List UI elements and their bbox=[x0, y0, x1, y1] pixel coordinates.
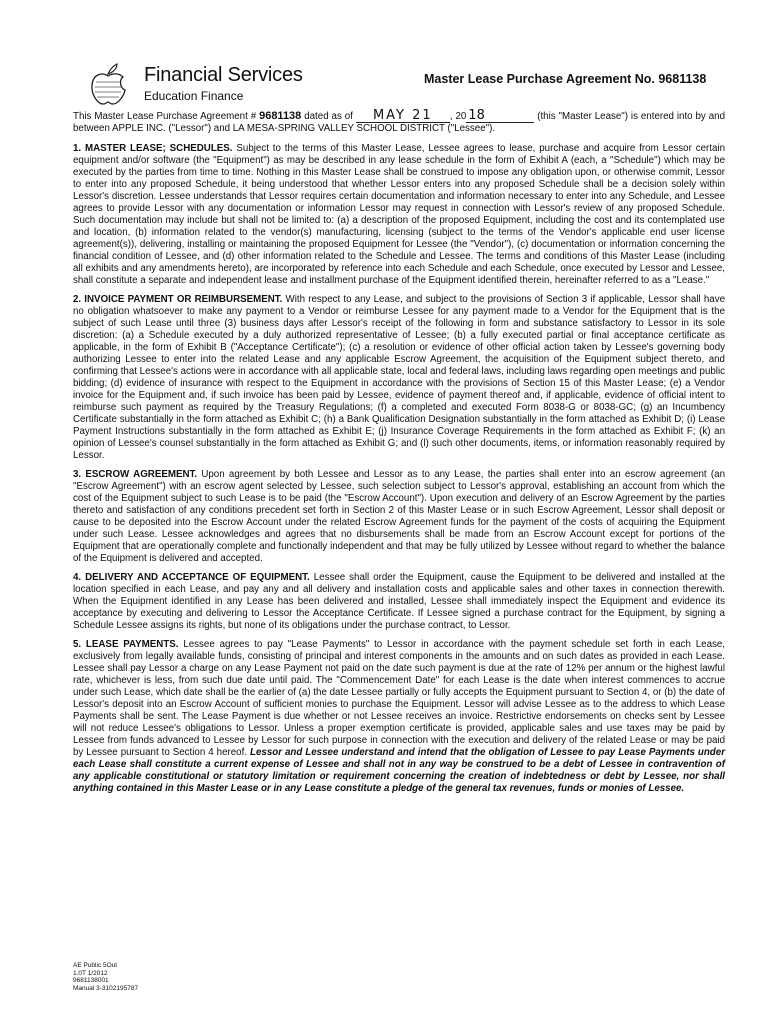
section-2 bbox=[73, 294, 725, 462]
agreement-body bbox=[73, 110, 725, 802]
brand-subtitle: Education Finance bbox=[144, 89, 244, 103]
section-4 bbox=[73, 572, 725, 632]
section-text: With respect to any Lease, and subject to the provisions of Section 3 if applicable, Lessor shall have no obligation whatsoever to make any payment to a Vendor or reimburse Lessee for any payment made to a Vendor for the Equipment that is the subject of such Lease until three (3) business days after Lessor's receipt of the following in form and substance satisfactory to Lessor in its sole discretion: (a) a Schedule executed by a duly authorized representative of Lessee; (b) a fully executed partial or final acceptance certificate as applicable, in the form of Exhibit B ("Acceptance Certificate"); (c) a resolution or evidence of other official action taken by Lessee's governing body authorizing Lessee to enter into the related Lease and any applicable Escrow Agreement, the acquisition of the Equipment subject thereto, and confirming that Lessee's actions were in accordance with all applicable state, local and federal laws, including laws regarding open meetings and public bidding; (d) evidence of insurance with respect to the Equipment in accordance with the provisions of Section 15 of this Master Lease; (e) a Vendor invoice for the Equipment and, if such invoice has been paid by Lessee, evidence of payment thereof and, if applicable, evidence of official intent to reimburse such payment as required by the Treasury Regulations; (f) a completed and executed Form 8038-G or 8038-GC; (g) an Incumbency Certificate substantially in the form attached as Exhibit C; (h) a Bank Qualification Designation substantially in the form attached as Exhibit D; (i) Lease Payment Instructions substantially in the form attached as Exhibit E; (j) Insurance Coverage Requirements in the form attached as Exhibit F; (k) an opinion of Lessee's counsel substantially in the form attached as Exhibit G; and (l) such other documents, items, or information reasonably required by Lessor. bbox=[73, 294, 725, 461]
section-text: Subject to the terms of this Master Lease, Lessee agrees to lease, purchase and acquire from Lessor certain equipment and/or software (the "Equipment") as may be described in any lease schedule in the form of Exhibit A (each, a "Schedule") which may be executed by the parties from time to time. Nothing in this Master Lease shall be construed to impose any obligation upon, or otherwise commit, Lessor to enter into any proposed Schedule, it being understood that whether Lessor enters into any proposed Schedule shall be a decision solely within Lessor's discretion. Lessee understands that Lessor requires certain documentation and information necessary to enter into any Schedule, and Lessee agrees to provide Lessor with any documentation or information Lessor may request in connection with Lessor's review of any proposed Schedule. Such documentation may include but shall not be limited to: (a) a description of the proposed Equipment, including the cost and its contemplated use and location, (b) information related to the vendor(s) manufacturing, licensing (subject to the terms of the Vendor's applicable end user license agreement(s)), delivering, installing or maintaining the proposed Equipment for Lessee (the "Vendor"), (c) documentation or information concerning the financial condition of Lessee, and (d) other information related to the Schedule and Lessee. The terms and conditions of this Master Lease (including all exhibits and any amendments hereto), are incorporated by reference into each Schedule and each Schedule, once executed by Lessor and Lessee, shall constitute a separate and independent lease and installment purchase of the Equipment identified therein, hereinafter referred to as a "Lease." bbox=[73, 143, 725, 286]
footer-line: Manual 3-3102195787 bbox=[73, 984, 139, 992]
intro-agreement-number: 9681138 bbox=[259, 110, 302, 122]
handwritten-year: 18 bbox=[466, 110, 534, 123]
footer-line: 9681138001 bbox=[73, 977, 109, 984]
intro-text-3: , 20 bbox=[449, 111, 467, 122]
section-text: Upon agreement by both Lessee and Lessor as to any Lease, the parties shall enter into an escrow agreement (an "Escrow Agreement") with an escrow agent selected by Lessee, such selection subject to Lessor's approval, establishing an account from which the cost of the Equipment subject to such Lease is to be paid (the "Escrow Account"). Upon execution and delivery of an Escrow Agreement by the parties thereto and satisfaction of any conditions precedent set forth in Section 2 of this Master Lease or in such Escrow Agreement, Lessor shall deposit or cause to be deposited into the Escrow Account under the related Escrow Agreement funds for the payment of the costs of acquiring the Equipment under such Lease. Lessee acknowledges and agrees that no disbursements shall be made from an Escrow Account except for portions of the Equipment that are operationally complete and functionally independent and that may be fully utilized by Lessee without regard to whether the balance of the Equipment is delivered and accepted. bbox=[73, 469, 725, 564]
section-text: Lessee agrees to pay "Lease Payments" to Lessor in accordance with the payment schedule set forth in each Lease, exclusively from legally available funds, consisting of principal and interest components in the amounts and on such dates as provided in each Lease. Lessee shall pay Lessor a charge on any Lease Payment not paid on the date such payment is due at the rate of 12% per annum or the highest lawful rate, whichever is less, from such due date until paid. The "Commencement Date" for each Lease is the date when interest commences to accrue under such Lease, which date shall be the earlier of (a) the date Lessee partially or fully accepts the Equipment pursuant to Section 4, or (b) the date of Lessor's deposit into an Escrow Account of sufficient monies to purchase the Equipment. Lessor will advise Lessee as to the address to which Lease Payments shall be sent. The Lease Payment is due whether or not Lessee receives an invoice. Restrictive endorsements on checks sent by Lessee will not reduce Lessee's obligations to Lessor. Unless a proper exemption certificate is provided, applicable sales and use taxes may be paid by Lessee from funds advanced to Lessee by Lessor for such purpose in connection with the execution and delivery of the related Lease or may be paid by Lessee pursuant to Section 4 hereof. bbox=[73, 639, 725, 758]
section-heading: 3. ESCROW AGREEMENT. bbox=[73, 469, 198, 480]
brand-block bbox=[144, 64, 303, 104]
footer-line: 1.0T 1/2012 bbox=[73, 969, 108, 977]
intro-paragraph bbox=[73, 110, 725, 135]
section-heading: 1. MASTER LEASE; SCHEDULES. bbox=[73, 143, 233, 154]
intro-text-2: dated as of bbox=[301, 111, 356, 122]
section-1 bbox=[73, 143, 725, 287]
section-3 bbox=[73, 469, 725, 565]
section-heading: 5. LEASE PAYMENTS. bbox=[73, 639, 179, 650]
intro-text-4: (this "Master Lease") is entered into by and between APPLE INC. ("Lessor") and LA MESA-SPRING VALLEY SCHOOL DISTRICT ("Lessee"). bbox=[73, 111, 725, 134]
document-footer bbox=[73, 962, 138, 992]
section-text: Lessee shall order the Equipment, cause the Equipment to be delivered and installed at the location specified in each Lease, and pay any and all delivery and installation costs and applicable sales and other taxes in connection therewith. When the Equipment identified in any Lease has been delivered and installed, Lessee shall immediately inspect the Equipment and evidence its acceptance by executing and delivering to Lessor the Acceptance Certificate. If Lessee signed a purchase contract for the Equipment, by signing a Schedule Lessee assigns its rights, but none of its obligations under the purchase contract, to Lessor. bbox=[73, 572, 725, 631]
section-emphasis: Lessor and Lessee understand and intend that the obligation of Lessee to pay Lease Payments under each Lease shall constitute a current expense of Lessee and shall not in any way be construed to be a debt of Lessee in contravention of any applicable constitutional or statutory limitation or requirement concerning the creation of indebtedness or debt by Lessee, nor shall anything contained in this Master Lease or in any Lease constitute a pledge of the general tax revenues, funds or monies of Lessee. bbox=[73, 747, 725, 794]
intro-text-1: This Master Lease Purchase Agreement # bbox=[73, 111, 260, 122]
apple-logo-icon bbox=[88, 62, 128, 106]
section-heading: 2. INVOICE PAYMENT OR REIMBURSEMENT. bbox=[73, 294, 283, 305]
section-5 bbox=[73, 639, 725, 795]
agreement-number-heading: Master Lease Purchase Agreement No. 9681138 bbox=[424, 72, 707, 86]
handwritten-date: MAY 21 bbox=[356, 110, 450, 123]
brand-title: Financial Services bbox=[144, 64, 303, 86]
footer-line: AE Public 5Out bbox=[73, 962, 118, 969]
section-heading: 4. DELIVERY AND ACCEPTANCE OF EQUIPMENT. bbox=[73, 572, 310, 583]
